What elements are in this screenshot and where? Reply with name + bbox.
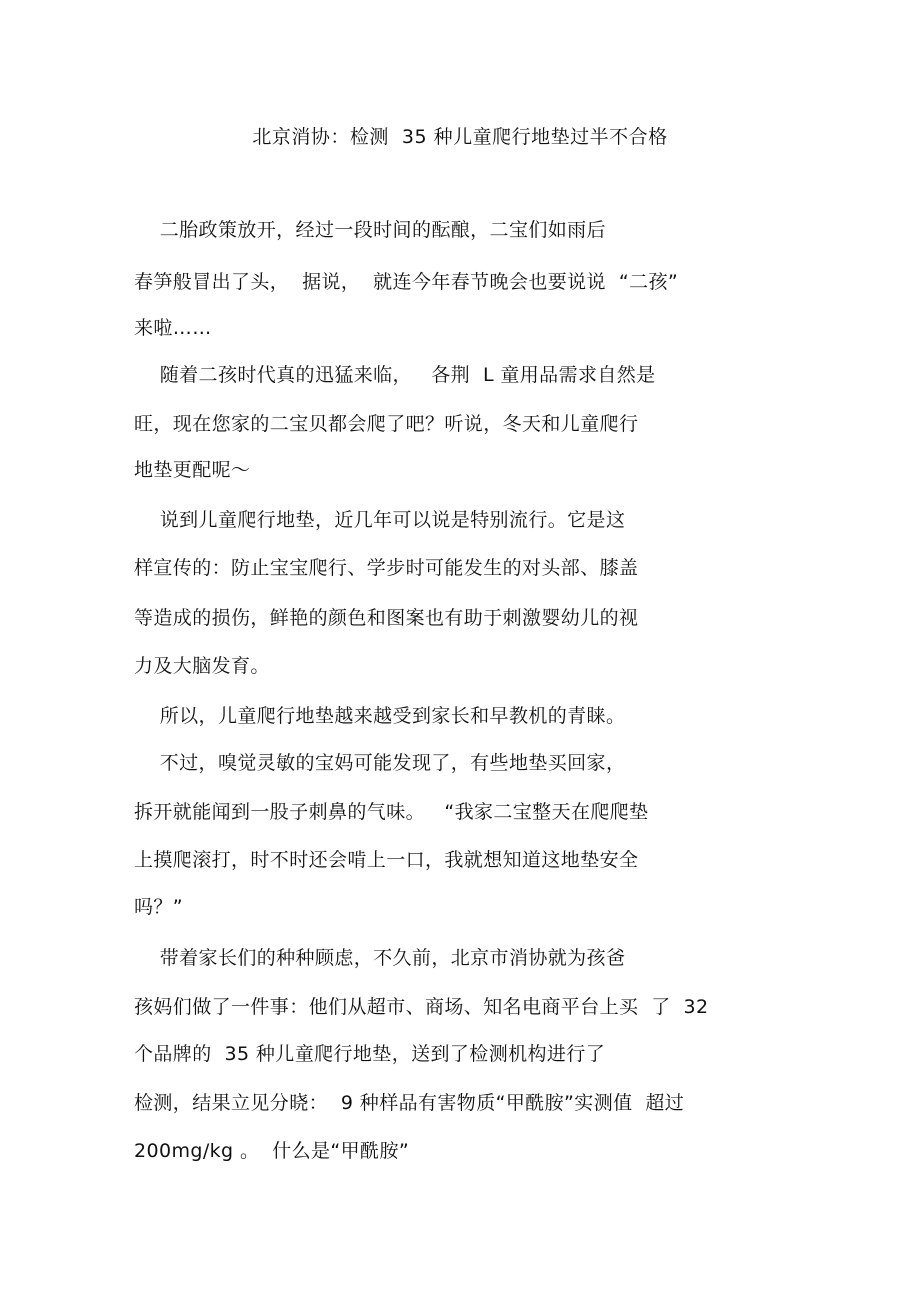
body-line: 二胎政策放开，经过一段时间的酝酿，二宝们如雨后	[134, 219, 606, 241]
body-line: 带着家长们的种种顾虑，不久前，北京市消协就为孩爸	[134, 947, 626, 969]
body-line: 孩妈们做了一件事：他们从超市、商场、知名电商平台上买 了 32	[134, 996, 709, 1018]
body-line: 吗？”	[134, 896, 184, 918]
article-title: 北京消协：检测 35 种儿童爬行地垫过半不合格	[252, 126, 668, 148]
body-line: 所以，儿童爬行地垫越来越受到家长和早教机的青睐。	[134, 705, 626, 727]
body-line: 地垫更配呢～	[134, 459, 251, 481]
body-line: 检测，结果立见分晓： 9 种样品有害物质“甲酰胺”实测值 超过	[134, 1092, 685, 1114]
body-line: 春笋般冒出了头， 据说， 就连今年春节晚会也要说说 “二孩”	[134, 271, 679, 293]
body-line: 个品牌的 35 种儿童爬行地垫，送到了检测机构进行了	[134, 1043, 606, 1065]
body-line: 等造成的损伤，鲜艳的颜色和图案也有助于刺激婴幼儿的视	[134, 607, 639, 629]
body-line: 拆开就能闻到一股子刺鼻的气味。 “我家二宝整天在爬爬垫	[134, 801, 649, 823]
body-line: 说到儿童爬行地垫，近几年可以说是特别流行。它是这	[134, 509, 626, 531]
body-line: 样宣传的：防止宝宝爬行、学步时可能发生的对头部、膝盖	[134, 557, 639, 579]
body-line: 200mg/kg 。 什么是“甲酰胺”	[134, 1140, 410, 1162]
body-line: 上摸爬滚打，时不时还会啃上一口，我就想知道这地垫安全	[134, 849, 639, 871]
body-line: 旺，现在您家的二宝贝都会爬了吧？听说，冬天和儿童爬行	[134, 413, 639, 435]
body-line: 不过，嗅觉灵敏的宝妈可能发现了，有些地垫买回家，	[134, 752, 626, 774]
body-line: 力及大脑发育。	[134, 655, 270, 677]
body-line: 来啦……	[134, 317, 212, 339]
body-line: 随着二孩时代真的迅猛来临， 各荆 L 童用品需求自然是	[134, 364, 656, 386]
